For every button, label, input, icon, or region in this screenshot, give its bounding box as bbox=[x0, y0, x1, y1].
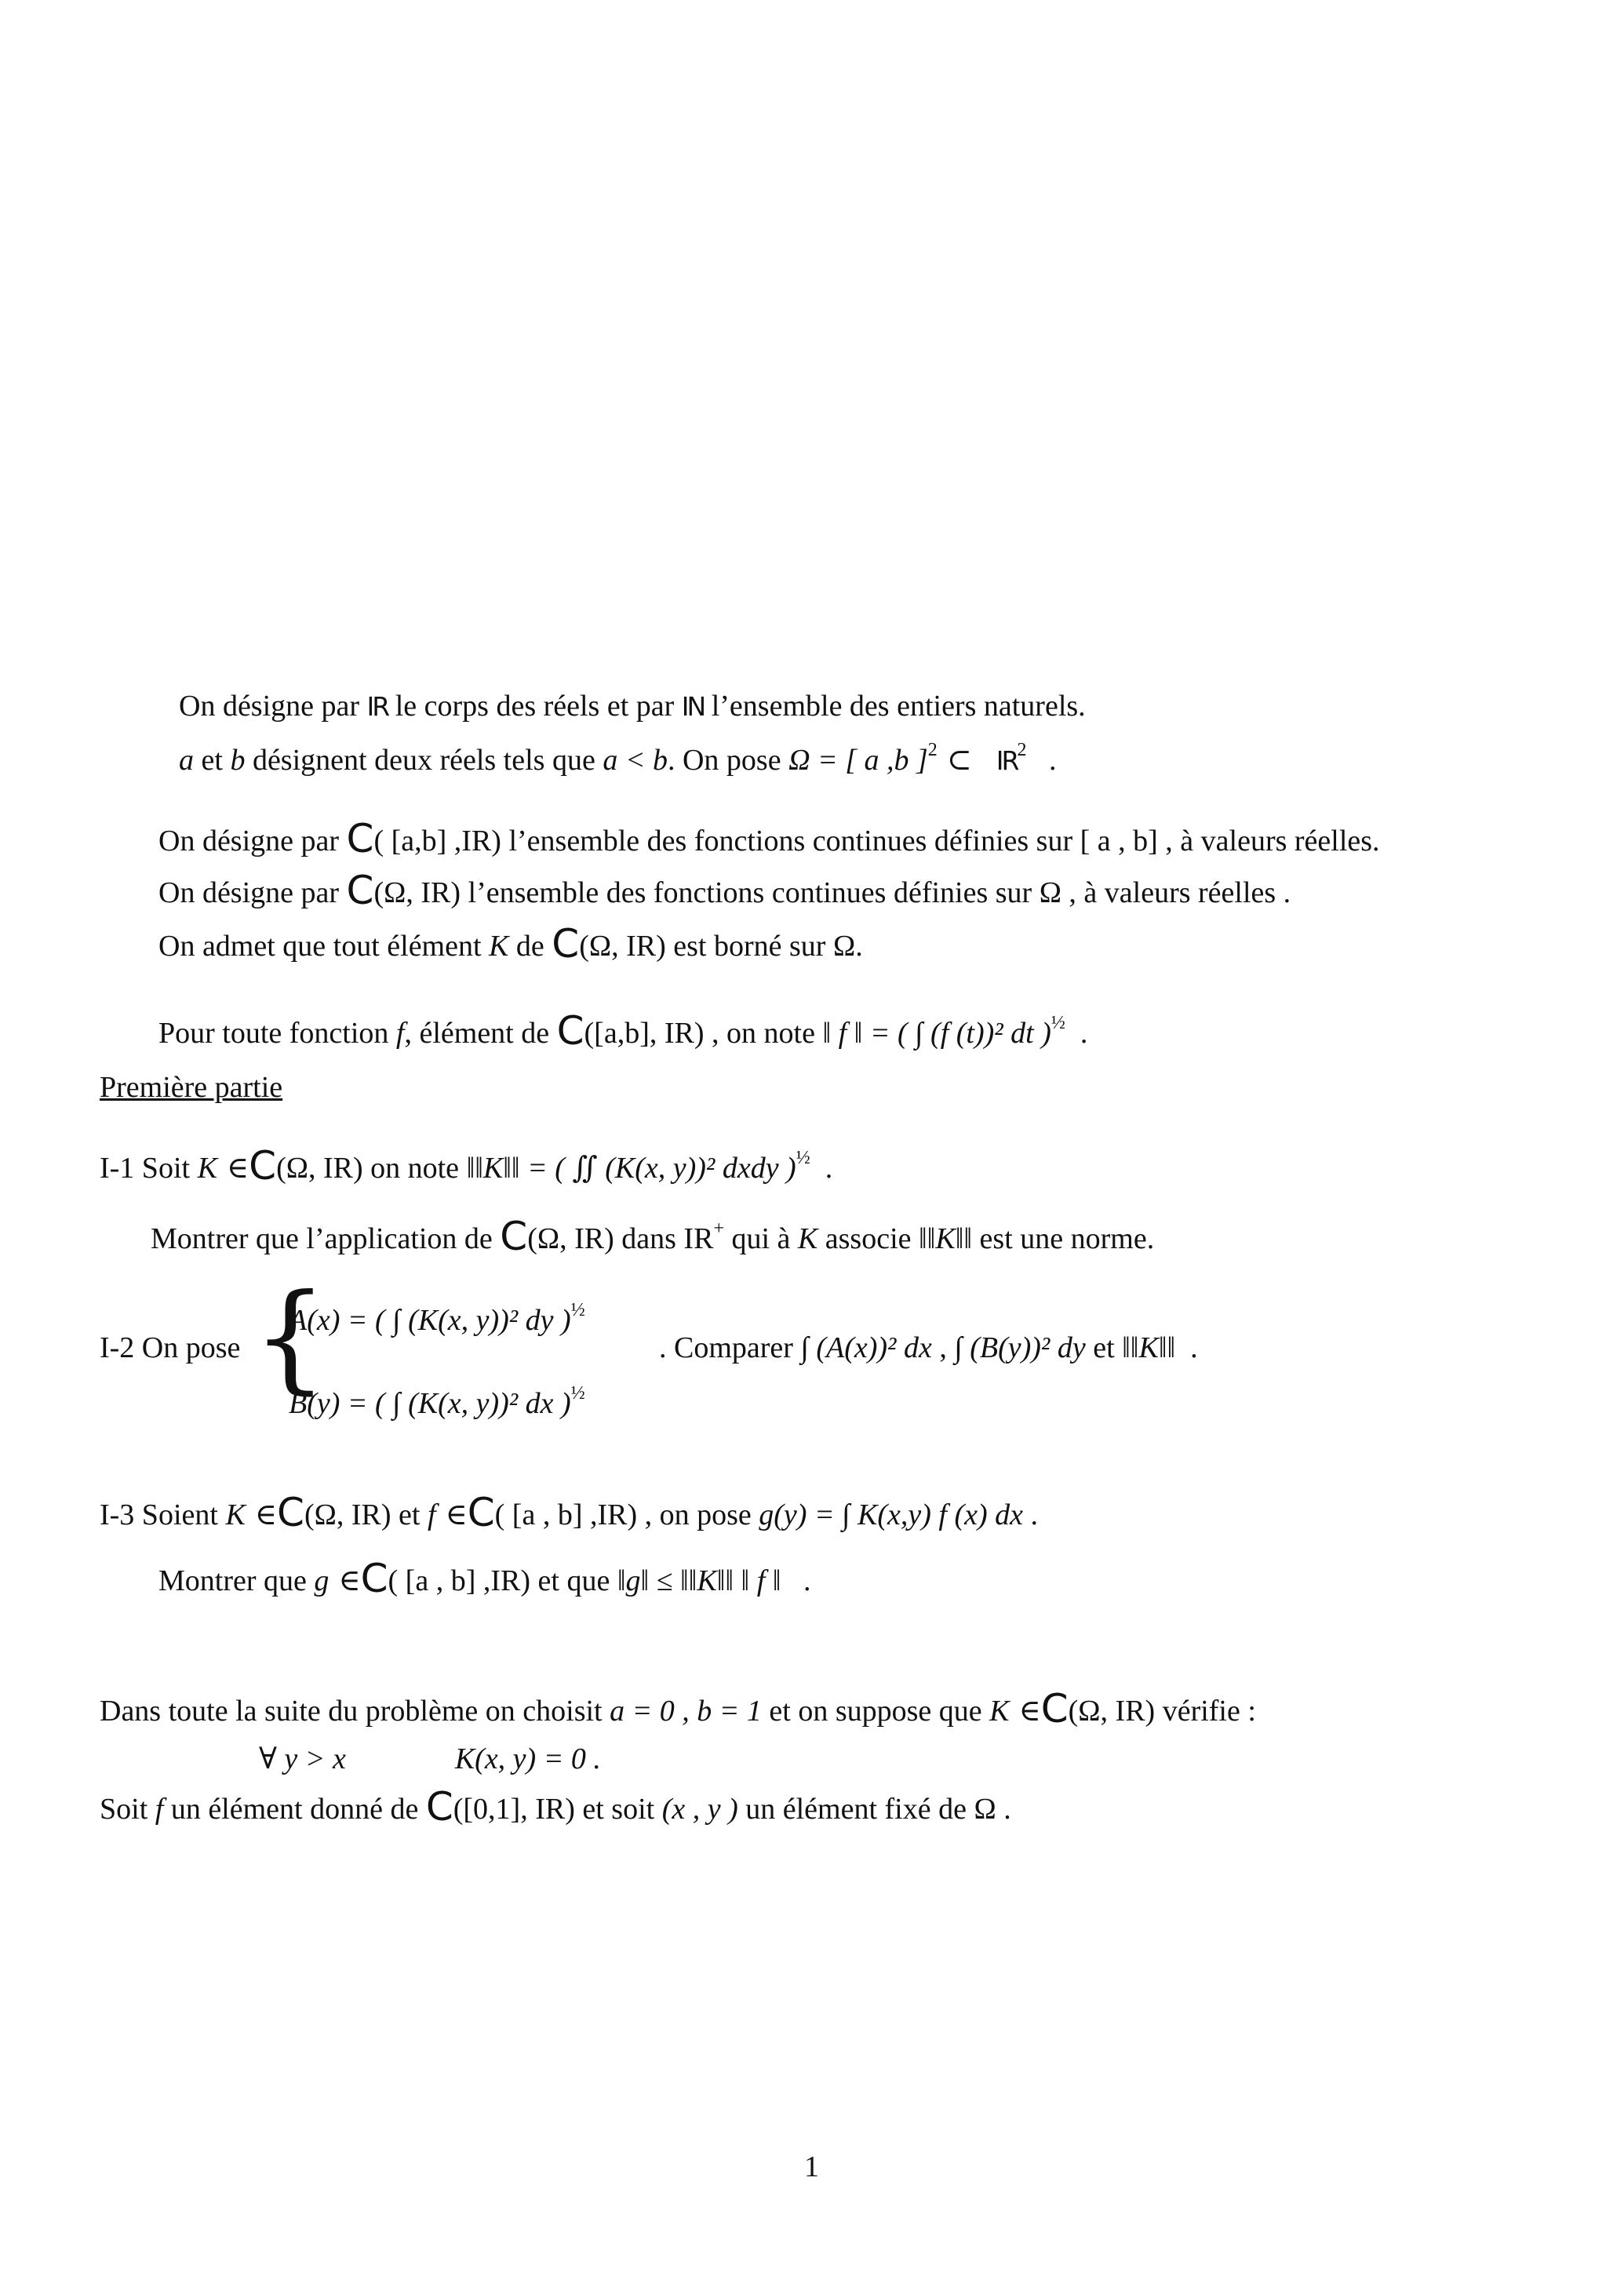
reals-symbol: IR bbox=[366, 691, 388, 722]
element-of-symbol: ∈ bbox=[217, 1150, 249, 1185]
text: (Ω, IR) bbox=[373, 876, 461, 909]
g-definition: g(y) = ∫ K(x,y) f (x) dx bbox=[759, 1498, 1023, 1531]
inequality: a < b bbox=[603, 744, 668, 777]
intro-line-2 bbox=[179, 731, 1056, 780]
subset-symbol: ⊂ bbox=[937, 742, 981, 777]
text: ( [a , b] ,IR) bbox=[494, 1498, 638, 1531]
text: et on suppose que bbox=[761, 1695, 990, 1728]
exponent-half: ½ bbox=[1051, 1013, 1065, 1033]
continuous-set-symbol: C bbox=[1040, 1686, 1069, 1731]
text: . bbox=[803, 1564, 811, 1597]
text: (Ω, IR) bbox=[304, 1498, 391, 1531]
element-of-symbol: ∈ bbox=[1009, 1693, 1041, 1728]
continuous-set-symbol: C bbox=[346, 816, 374, 861]
text: (Ω, IR) bbox=[276, 1152, 363, 1185]
var-K: K bbox=[197, 1152, 217, 1185]
definition-A bbox=[289, 1291, 585, 1339]
point-xy: (x , y ) bbox=[661, 1793, 738, 1826]
text: On désigne par bbox=[179, 690, 367, 723]
exponent: 2 bbox=[1017, 740, 1027, 760]
text: associe bbox=[817, 1222, 919, 1255]
continuous-set-symbol: C bbox=[277, 1490, 304, 1535]
exponent-half: ½ bbox=[796, 1148, 810, 1168]
text: vérifie : bbox=[1155, 1695, 1256, 1728]
text: , élément de bbox=[404, 1017, 557, 1050]
text: l’ensemble des entiers naturels. bbox=[704, 690, 1086, 723]
var-a: a bbox=[179, 744, 194, 777]
text: , on note bbox=[704, 1017, 823, 1050]
exponent-half: ½ bbox=[570, 1383, 585, 1404]
norm-K-formula: ‖‖K‖‖ = ( ∬ (K(x, y))² dxdy ) bbox=[466, 1152, 796, 1185]
norm-K: ‖‖K‖‖ bbox=[1122, 1331, 1176, 1364]
text: ([0,1], IR) bbox=[453, 1793, 575, 1826]
text: . bbox=[1190, 1331, 1198, 1364]
B-formula: B(y) = ( ∫ (K(x, y))² dx ) bbox=[289, 1387, 571, 1420]
suite-line-2 bbox=[259, 1740, 601, 1778]
text: . bbox=[1080, 1017, 1088, 1050]
continuous-set-symbol: C bbox=[249, 1143, 277, 1189]
definition-B bbox=[289, 1375, 585, 1422]
text: et bbox=[391, 1498, 428, 1531]
suite-line-3 bbox=[100, 1784, 1011, 1830]
question-i1-line2 bbox=[151, 1210, 1154, 1258]
def-line-4 bbox=[158, 1004, 1087, 1052]
text: , on pose bbox=[637, 1498, 759, 1531]
question-i2-compare bbox=[659, 1329, 1198, 1367]
text: l’ensemble des fonctions continues définies sur [ a , b] , à valeurs réelles. bbox=[501, 825, 1380, 858]
text: et bbox=[1085, 1331, 1123, 1364]
var-f: f bbox=[395, 1017, 405, 1050]
text: Pour toute fonction bbox=[158, 1017, 396, 1050]
continuous-set-symbol: C bbox=[425, 1784, 453, 1830]
var-K: K bbox=[225, 1498, 246, 1531]
text: de bbox=[508, 930, 552, 963]
text: Montrer que bbox=[158, 1564, 315, 1597]
text: un élément fixé de Ω . bbox=[737, 1793, 1011, 1826]
var-K: K bbox=[797, 1222, 818, 1255]
section-title: Première partie bbox=[100, 1071, 283, 1104]
page-number: 1 bbox=[804, 2150, 819, 2183]
text: (Ω, IR) bbox=[1068, 1695, 1156, 1728]
text: et que bbox=[530, 1564, 617, 1597]
intro-line-1 bbox=[179, 687, 1086, 726]
def-line-3 bbox=[158, 921, 863, 967]
continuous-set-symbol: C bbox=[346, 868, 374, 913]
text: qui à bbox=[723, 1222, 798, 1255]
question-i3-line2 bbox=[158, 1556, 811, 1601]
text: . bbox=[825, 1152, 833, 1185]
var-b: b bbox=[230, 744, 246, 777]
omega-definition: Ω = [ a ,b ] bbox=[788, 744, 928, 777]
continuous-set-symbol: C bbox=[467, 1490, 495, 1535]
text: dans IR bbox=[614, 1222, 714, 1255]
suite-line-1 bbox=[100, 1686, 1256, 1731]
values-a-b: a = 0 , b = 1 bbox=[610, 1695, 762, 1728]
text: ( [a,b] ,IR) bbox=[373, 825, 501, 858]
naturals-symbol: IN bbox=[681, 691, 705, 722]
text: On désigne par bbox=[158, 825, 347, 858]
text: le corps des réels et par bbox=[388, 690, 682, 723]
continuous-set-symbol: C bbox=[552, 921, 580, 967]
text: I-3 Soient bbox=[100, 1498, 226, 1531]
K-zero: K(x, y) = 0 . bbox=[454, 1742, 601, 1775]
text: On admet que tout élément bbox=[158, 930, 490, 963]
text: . On pose bbox=[667, 744, 789, 777]
text: ([a,b], IR) bbox=[584, 1017, 705, 1050]
text: l’ensemble des fonctions continues définies sur Ω , à valeurs réelles . bbox=[461, 876, 1291, 909]
exponent-half: ½ bbox=[570, 1300, 585, 1320]
text: . bbox=[1030, 1498, 1038, 1531]
var-K: K bbox=[489, 930, 509, 963]
text: Ω. bbox=[832, 930, 863, 963]
text: désignent deux réels tels que bbox=[245, 744, 603, 777]
integral-A: ∫ (A(x))² dx bbox=[800, 1331, 932, 1364]
plus-superscript: + bbox=[713, 1218, 724, 1239]
text: est une norme. bbox=[972, 1222, 1155, 1255]
text: Dans toute la suite du problème on choisit bbox=[100, 1695, 610, 1728]
A-formula: A(x) = ( ∫ (K(x, y))² dy ) bbox=[289, 1304, 571, 1337]
continuous-set-symbol: C bbox=[360, 1556, 388, 1601]
continuous-set-symbol: C bbox=[556, 1008, 584, 1054]
text: on note bbox=[362, 1152, 467, 1185]
question-i1 bbox=[100, 1139, 832, 1187]
text: ( [a , b] ,IR) bbox=[388, 1564, 531, 1597]
question-i3 bbox=[100, 1490, 1038, 1535]
text: (Ω, IR) bbox=[579, 930, 666, 963]
var-g: g bbox=[314, 1564, 330, 1597]
text: est borné sur bbox=[665, 930, 833, 963]
norm-K: ‖‖K‖‖ bbox=[919, 1222, 973, 1255]
element-of-symbol: ∈ bbox=[329, 1563, 361, 1597]
text: un élément donné de bbox=[163, 1793, 426, 1826]
text: I-1 Soit bbox=[100, 1152, 198, 1185]
norm-inequality: ‖g‖ ≤ ‖‖K‖‖ ‖ f ‖ bbox=[617, 1564, 781, 1597]
def-line-1 bbox=[158, 816, 1380, 861]
var-f: f bbox=[427, 1498, 436, 1531]
text: , bbox=[931, 1331, 955, 1364]
text: et bbox=[194, 744, 231, 777]
var-f: f bbox=[155, 1793, 164, 1826]
exponent: 2 bbox=[927, 740, 938, 760]
reals-symbol: IR bbox=[996, 745, 1018, 776]
continuous-set-symbol: C bbox=[500, 1214, 528, 1259]
text: (Ω, IR) bbox=[527, 1222, 614, 1255]
var-K: K bbox=[989, 1695, 1010, 1728]
text: . bbox=[1041, 744, 1057, 777]
text: et soit bbox=[574, 1793, 662, 1826]
text: Montrer que l’application de bbox=[151, 1222, 501, 1255]
element-of-symbol: ∈ bbox=[245, 1497, 278, 1531]
condition: ∀ y > x bbox=[259, 1742, 346, 1775]
text: Soit bbox=[100, 1793, 155, 1826]
text: . Comparer bbox=[659, 1331, 801, 1364]
def-line-2 bbox=[158, 868, 1291, 913]
element-of-symbol: ∈ bbox=[435, 1497, 468, 1531]
text: On désigne par bbox=[158, 876, 347, 909]
norm-f-formula: ‖ f ‖ = ( ∫ (f (t))² dt ) bbox=[822, 1017, 1051, 1050]
integral-B: ∫ (B(y))² dy bbox=[954, 1331, 1086, 1364]
question-i2-label: I-2 On pose bbox=[100, 1331, 241, 1364]
left-brace: { bbox=[253, 1269, 328, 1406]
